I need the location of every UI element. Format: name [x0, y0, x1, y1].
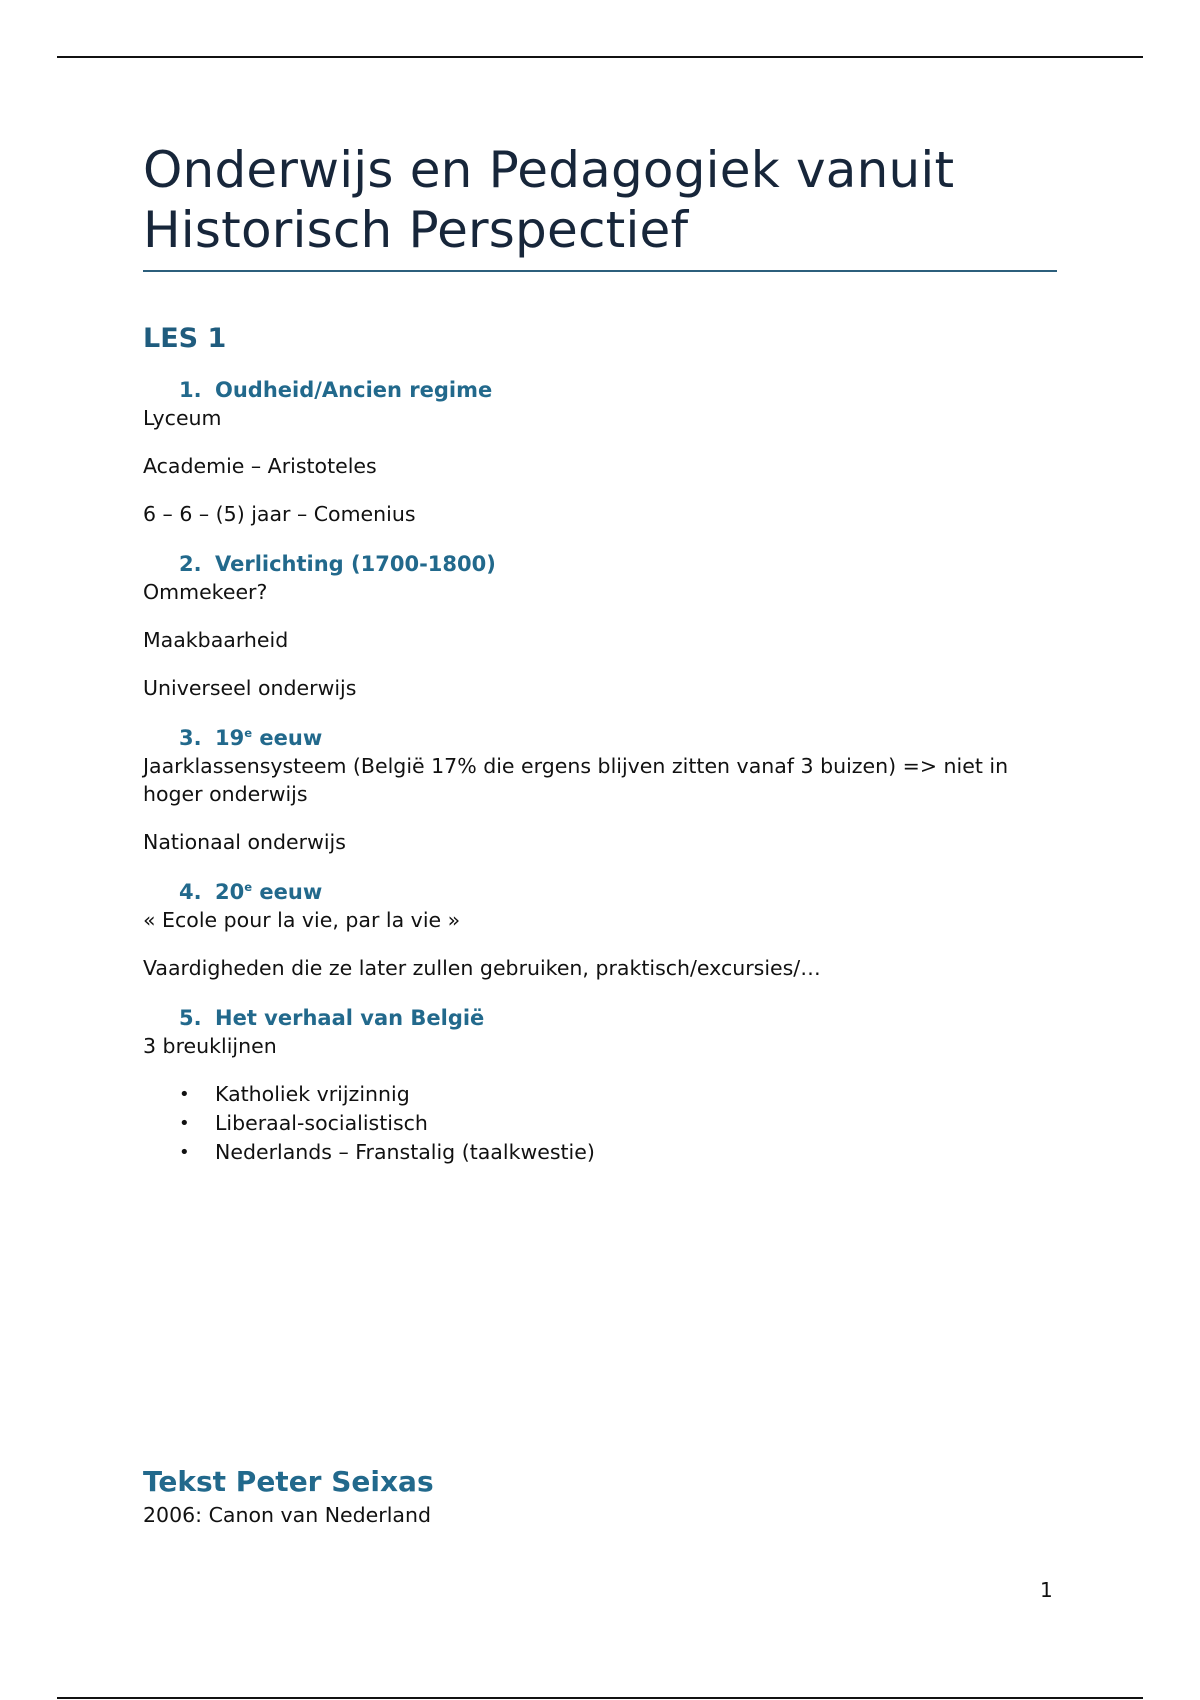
- section-heading: [143, 376, 1057, 404]
- bullet-icon: •: [179, 1113, 190, 1134]
- section-heading: [143, 878, 1057, 906]
- section-title: Oudheid/Ancien regime: [215, 378, 493, 402]
- section-title: [215, 878, 322, 906]
- section-title-superscript: e: [244, 880, 253, 894]
- paragraph: Ommekeer?: [143, 580, 268, 604]
- lesson-heading: LES 1: [143, 323, 227, 354]
- page-number: 1: [1040, 1578, 1053, 1602]
- list-item-text: Katholiek vrijzinnig: [215, 1082, 410, 1106]
- bullet-list: [143, 1080, 1057, 1167]
- section-heading: [143, 1004, 1057, 1032]
- paragraph: Lyceum: [143, 406, 222, 430]
- list-item: [143, 1138, 1057, 1167]
- paragraph: 2006: Canon van Nederland: [143, 1503, 431, 1527]
- second-heading: Tekst Peter Seixas: [143, 1465, 434, 1498]
- list-item-text: Nederlands – Franstalig (taalkwestie): [215, 1140, 595, 1164]
- paragraph: Vaardigheden die ze later zullen gebruiken, praktisch/excursies/…: [143, 956, 821, 980]
- bullet-icon: •: [179, 1084, 190, 1105]
- list-item: [143, 1080, 1057, 1109]
- section-title-suffix: eeuw: [252, 726, 323, 750]
- paragraph: « Ecole pour la vie, par la vie »: [143, 908, 461, 932]
- section-number: 4.: [179, 880, 202, 904]
- section-number: 3.: [179, 726, 202, 750]
- section-title-prefix: 19: [215, 726, 245, 750]
- top-rule: [57, 56, 1143, 58]
- paragraph: Jaarklassensysteem (België 17% die ergens blijven zitten vanaf 3 buizen) => niet in hoger onderwijs: [143, 754, 1009, 806]
- section-title: [215, 724, 322, 752]
- section-number: 2.: [179, 552, 202, 576]
- bullet-icon: •: [179, 1142, 190, 1163]
- second-section: [143, 1465, 1057, 1529]
- section-heading: [143, 724, 1057, 752]
- document-title: Onderwijs en Pedagogiek vanuit Historisch Perspectief: [143, 140, 1057, 272]
- section-heading: [143, 550, 1057, 578]
- paragraph: Maakbaarheid: [143, 628, 289, 652]
- section-number: 5.: [179, 1006, 202, 1030]
- list-item: [143, 1109, 1057, 1138]
- paragraph: 6 – 6 – (5) jaar – Comenius: [143, 502, 416, 526]
- paragraph: Universeel onderwijs: [143, 676, 357, 700]
- section-number: 1.: [179, 378, 202, 402]
- section-title-prefix: 20: [215, 880, 245, 904]
- section-title-superscript: e: [244, 726, 253, 740]
- section-title-suffix: eeuw: [252, 880, 323, 904]
- section-title: Het verhaal van België: [215, 1006, 485, 1030]
- page-content: [143, 140, 1057, 1167]
- paragraph: Nationaal onderwijs: [143, 830, 346, 854]
- paragraph: 3 breuklijnen: [143, 1034, 277, 1058]
- section-title: Verlichting (1700-1800): [215, 552, 496, 576]
- bottom-rule: [57, 1697, 1143, 1699]
- list-item-text: Liberaal-socialistisch: [215, 1111, 428, 1135]
- paragraph: Academie – Aristoteles: [143, 454, 377, 478]
